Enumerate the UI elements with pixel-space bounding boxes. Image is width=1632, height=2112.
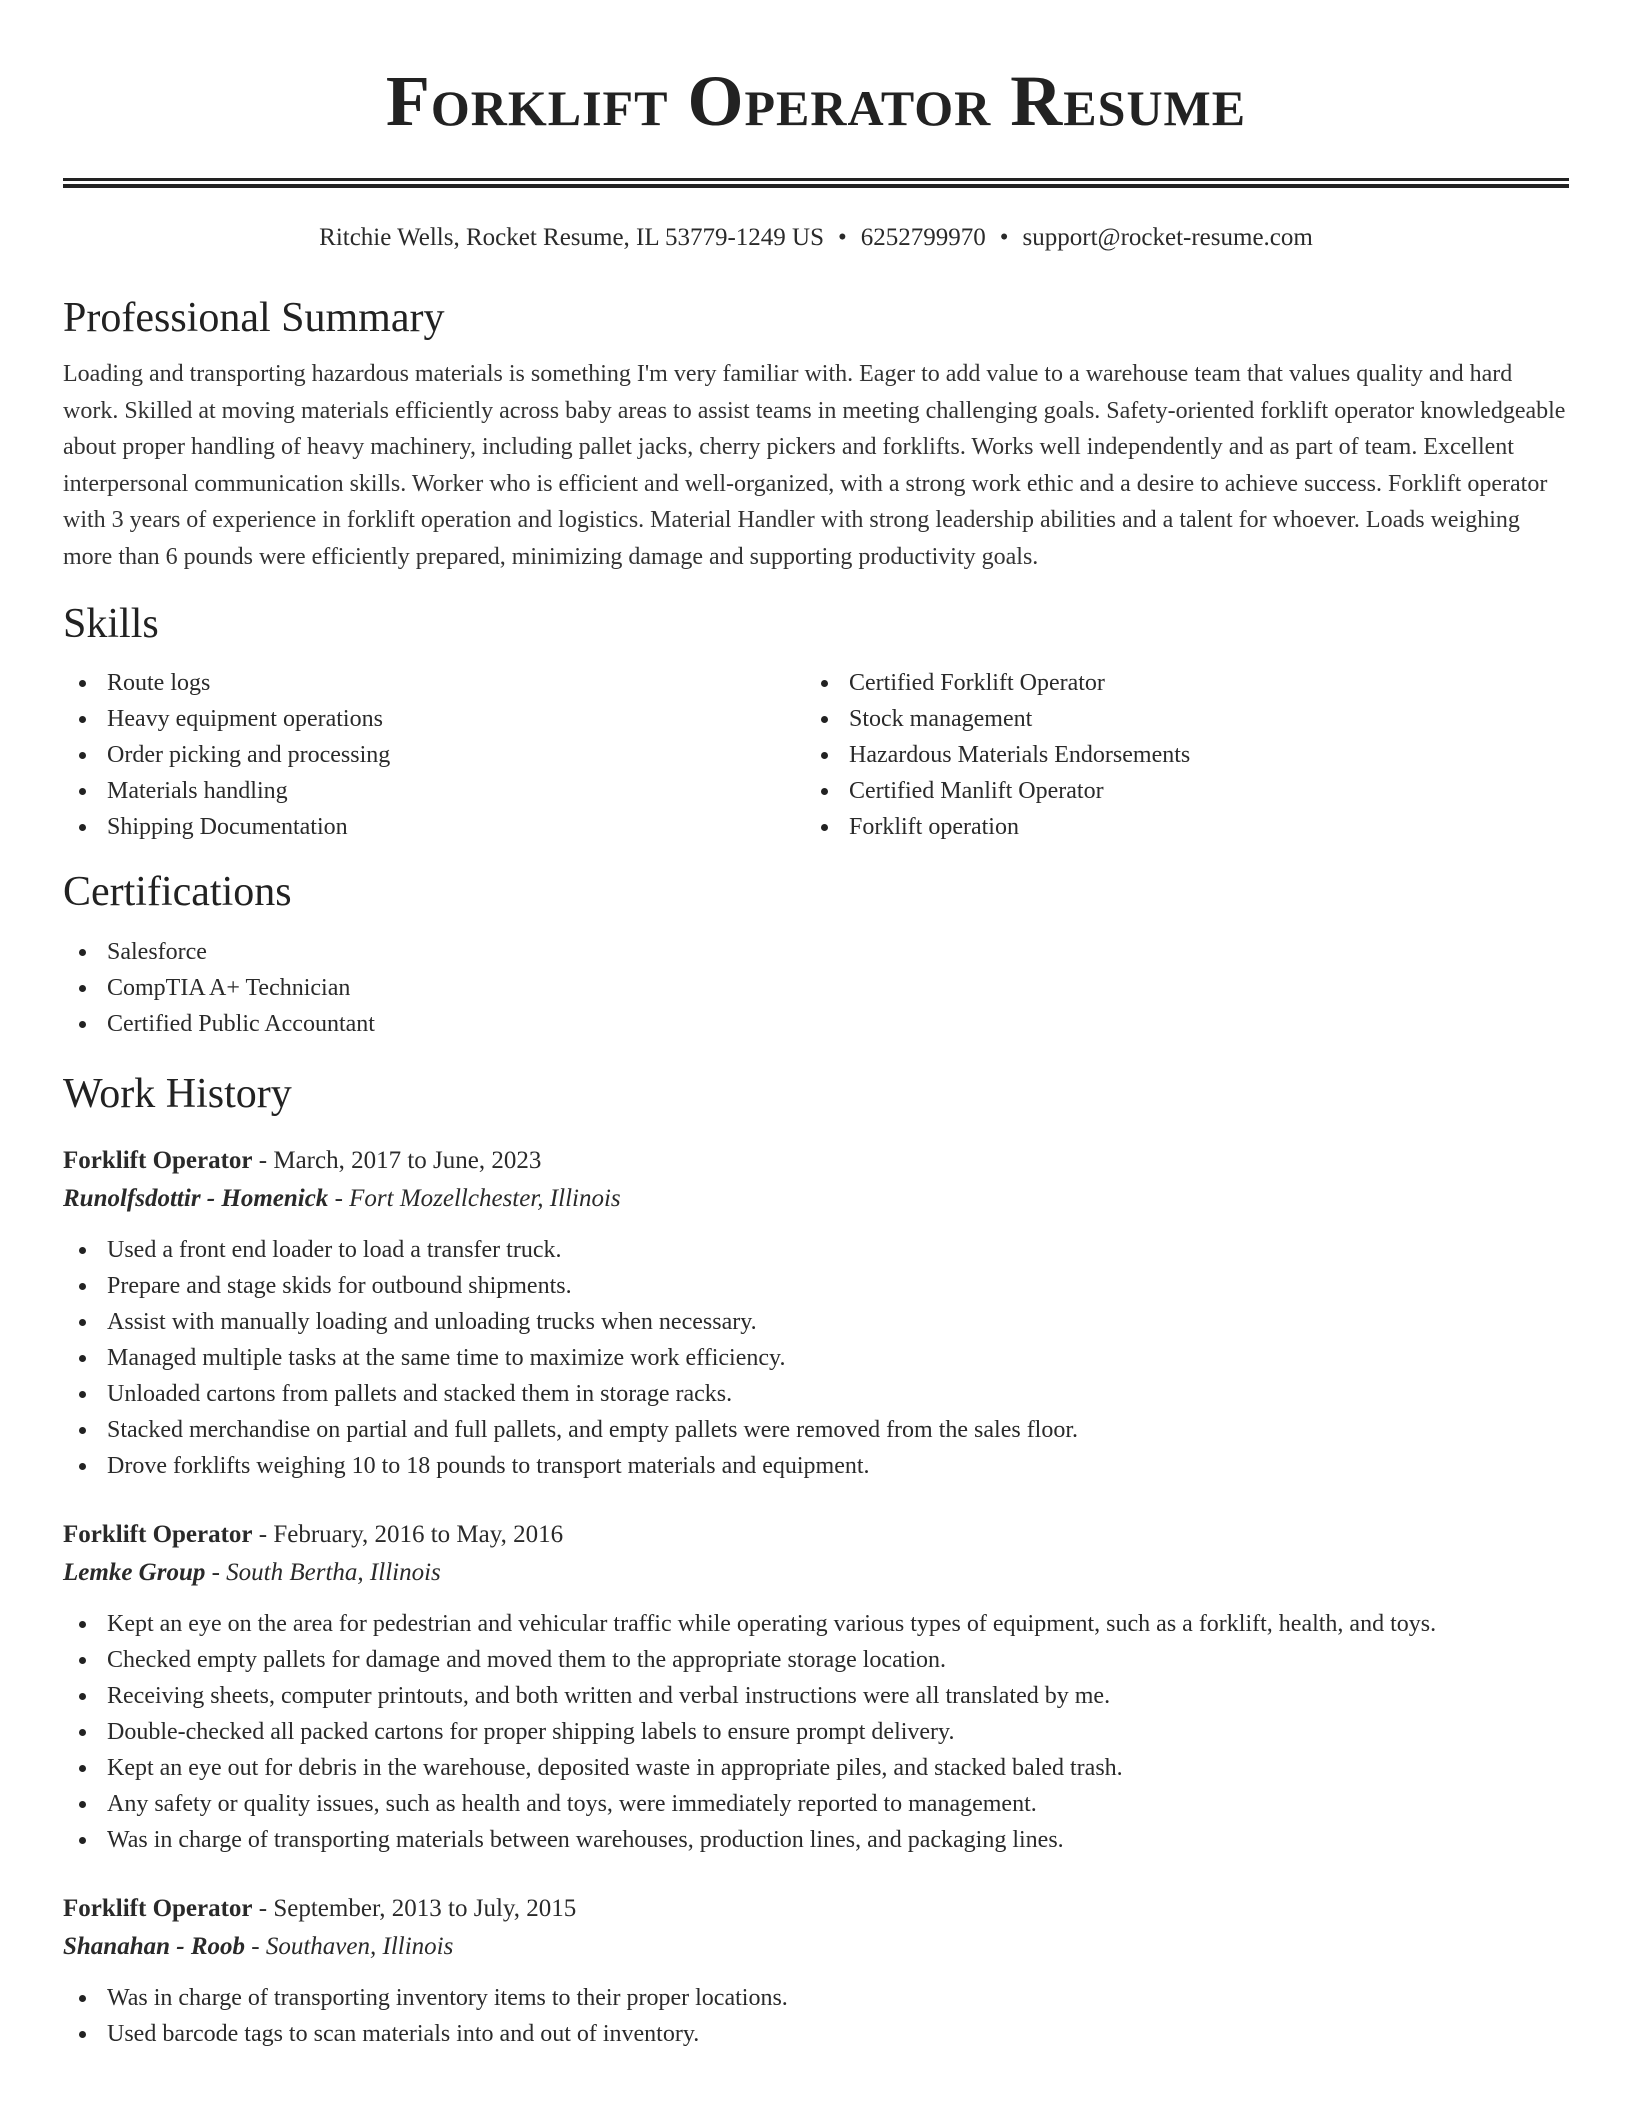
- job-dates: - September, 2013 to July, 2015: [252, 1895, 577, 1922]
- skills-column-right: [805, 665, 1547, 845]
- job-company-line: [63, 1928, 1569, 1966]
- title-divider: [63, 178, 1569, 188]
- certification-item: Certified Public Accountant: [63, 1006, 1569, 1042]
- job-entry: [63, 1516, 1569, 1858]
- skill-item: Stock management: [805, 701, 1547, 737]
- resume-title: Forklift Operator Resume: [385, 61, 1247, 141]
- job-title: Forklift Operator: [63, 1147, 253, 1174]
- job-duty: Assist with manually loading and unloading trucks when necessary.: [63, 1304, 1569, 1340]
- job-company: Shanahan - Roob: [63, 1933, 246, 1960]
- skill-item: Shipping Documentation: [63, 809, 805, 845]
- job-company: Runolfsdottir - Homenick: [63, 1185, 329, 1212]
- summary-text: Loading and transporting hazardous materials is something I'm very familiar with. Eager to add value to a warehouse team that values quality and hard work. Skilled at moving materials efficiently across baby areas to assist teams in meeting challenging goals. Safety-oriented forklift operator knowledgeable about proper handling of heavy machinery, including pallet jacks, cherry pickers and forklifts. Works well independently and as part of team. Excellent interpersonal communication skills. Worker who is efficient and well-organized, with a strong work ethic and a desire to achieve success. Forklift operator with 3 years of experience in forklift operation and logistics. Material Handler with strong leadership abilities and a talent for whoever. Loads weighing more than 6 pounds were efficiently prepared, minimizing damage and supporting productivity goals.: [63, 361, 1566, 570]
- job-duties-list: [63, 1980, 1569, 2052]
- job-duty: Managed multiple tasks at the same time to maximize work efficiency.: [63, 1340, 1569, 1376]
- certification-item: Salesforce: [63, 934, 1569, 970]
- job-location: - South Bertha, Illinois: [205, 1559, 441, 1586]
- job-duty: Used a front end loader to load a transfer truck.: [63, 1232, 1569, 1268]
- skill-item: Hazardous Materials Endorsements: [805, 737, 1547, 773]
- job-duty: Used barcode tags to scan materials into and out of inventory.: [63, 2016, 1569, 2052]
- work-history-heading: Work History: [63, 1071, 292, 1117]
- certification-item: CompTIA A+ Technician: [63, 970, 1569, 1006]
- job-entry: [63, 1890, 1569, 2052]
- job-location: - Southaven, Illinois: [245, 1933, 454, 1960]
- skill-item: Route logs: [63, 665, 805, 701]
- skill-item: Heavy equipment operations: [63, 701, 805, 737]
- job-title-line: [63, 1890, 1569, 1928]
- job-company: Lemke Group: [63, 1559, 206, 1586]
- job-duties-list: [63, 1232, 1569, 1484]
- contact-address: Ritchie Wells, Rocket Resume, IL 53779-1249 US: [319, 224, 825, 251]
- job-dates: - March, 2017 to June, 2023: [252, 1147, 542, 1174]
- skill-item: Certified Forklift Operator: [805, 665, 1547, 701]
- job-title: Forklift Operator: [63, 1895, 253, 1922]
- skill-item: Order picking and processing: [63, 737, 805, 773]
- skills-heading: Skills: [63, 601, 159, 647]
- job-title: Forklift Operator: [63, 1521, 253, 1548]
- job-duty: Drove forklifts weighing 10 to 18 pounds to transport materials and equipment.: [63, 1448, 1569, 1484]
- contact-line: [63, 222, 1569, 254]
- job-duty: Checked empty pallets for damage and moved them to the appropriate storage location.: [63, 1642, 1569, 1678]
- job-duty: Double-checked all packed cartons for proper shipping labels to ensure prompt delivery.: [63, 1714, 1569, 1750]
- job-duty: Kept an eye on the area for pedestrian and vehicular traffic while operating various types of equipment, such as a forklift, health, and toys.: [63, 1606, 1569, 1642]
- certifications-heading: Certifications: [63, 869, 292, 915]
- job-duty: Prepare and stage skids for outbound shipments.: [63, 1268, 1569, 1304]
- job-title-line: [63, 1516, 1569, 1554]
- skill-item: Forklift operation: [805, 809, 1547, 845]
- job-duty: Was in charge of transporting materials between warehouses, production lines, and packaging lines.: [63, 1822, 1569, 1858]
- skill-item: Certified Manlift Operator: [805, 773, 1547, 809]
- certifications-list: [63, 934, 1569, 1042]
- job-duties-list: [63, 1606, 1569, 1858]
- contact-separator: •: [999, 224, 1009, 251]
- job-company-line: [63, 1180, 1569, 1218]
- skills-column-left: [63, 665, 805, 845]
- job-location: - Fort Mozellchester, Illinois: [328, 1185, 621, 1212]
- skill-item: Materials handling: [63, 773, 805, 809]
- job-duty: Kept an eye out for debris in the warehouse, deposited waste in appropriate piles, and stacked baled trash.: [63, 1750, 1569, 1786]
- job-entry: [63, 1142, 1569, 1484]
- job-duty: Any safety or quality issues, such as health and toys, were immediately reported to management.: [63, 1786, 1569, 1822]
- job-duty: Was in charge of transporting inventory items to their proper locations.: [63, 1980, 1569, 2016]
- contact-separator: •: [838, 224, 847, 251]
- job-duty: Stacked merchandise on partial and full pallets, and empty pallets were removed from the sales floor.: [63, 1412, 1569, 1448]
- contact-email: support@rocket-resume.com: [1022, 224, 1313, 251]
- job-duty: Receiving sheets, computer printouts, and both written and verbal instructions were all translated by me.: [63, 1678, 1569, 1714]
- job-title-line: [63, 1142, 1569, 1180]
- summary-heading: Professional Summary: [63, 295, 445, 341]
- job-dates: - February, 2016 to May, 2016: [252, 1521, 564, 1548]
- contact-phone: 6252799970: [860, 224, 986, 251]
- job-company-line: [63, 1554, 1569, 1592]
- skills-grid: [63, 665, 1569, 845]
- job-duty: Unloaded cartons from pallets and stacked them in storage racks.: [63, 1376, 1569, 1412]
